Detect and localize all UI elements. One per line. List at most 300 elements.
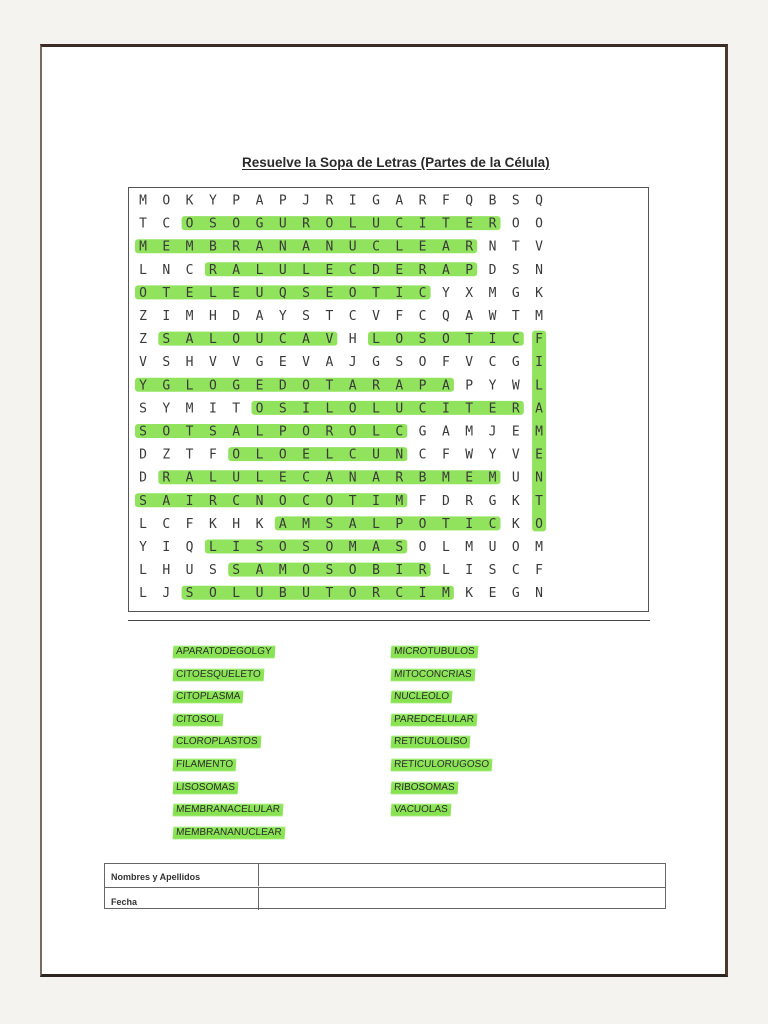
grid-cell[interactable]: T <box>139 216 147 232</box>
grid-cell[interactable]: K <box>208 516 217 532</box>
grid-cell[interactable]: F <box>418 493 427 509</box>
grid-cell[interactable]: N <box>348 470 357 486</box>
grid-cell[interactable]: I <box>465 516 474 532</box>
grid-cell[interactable]: G <box>372 355 380 371</box>
grid-cell[interactable]: O <box>278 447 287 463</box>
grid-cell[interactable]: G <box>511 586 520 602</box>
grid-cell[interactable]: U <box>278 216 287 232</box>
grid-cell[interactable]: M <box>465 424 474 440</box>
grid-cell[interactable]: C <box>395 216 404 232</box>
grid-cell[interactable]: N <box>278 239 287 255</box>
grid-cell[interactable]: L <box>372 401 380 417</box>
grid-cell[interactable]: L <box>535 378 544 394</box>
grid-cell[interactable]: L <box>395 239 404 255</box>
grid-cell[interactable]: S <box>185 586 194 602</box>
grid-cell[interactable]: A <box>325 355 334 371</box>
grid-cell[interactable]: Y <box>488 378 497 394</box>
grid-cell[interactable]: A <box>232 424 241 440</box>
grid-cell[interactable]: T <box>535 493 544 509</box>
grid-cell[interactable]: S <box>511 193 520 209</box>
grid-cell[interactable]: F <box>208 447 217 463</box>
grid-cell[interactable]: Y <box>488 447 497 463</box>
grid-cell[interactable]: D <box>441 493 450 509</box>
grid-cell[interactable]: C <box>162 216 171 232</box>
grid-cell[interactable]: L <box>302 262 311 278</box>
grid-cell[interactable]: Q <box>185 540 194 555</box>
grid-cell[interactable]: V <box>511 447 520 463</box>
grid-cell[interactable]: A <box>255 309 264 324</box>
grid-cell[interactable]: C <box>185 262 194 278</box>
grid-cell[interactable]: U <box>302 586 311 602</box>
grid-cell[interactable]: F <box>441 193 450 209</box>
grid-cell[interactable]: R <box>325 193 334 209</box>
grid-cell[interactable]: T <box>348 493 357 509</box>
grid-cell[interactable]: S <box>418 332 427 348</box>
grid-cell[interactable]: N <box>488 239 497 255</box>
grid-cell[interactable]: S <box>139 424 147 440</box>
grid-cell[interactable]: L <box>441 563 450 579</box>
grid-cell[interactable]: E <box>395 262 404 278</box>
grid-cell[interactable]: O <box>255 401 264 417</box>
grid-cell[interactable]: O <box>302 424 311 440</box>
grid-cell[interactable]: A <box>185 470 194 486</box>
grid-cell[interactable]: N <box>325 239 334 255</box>
grid-cell[interactable]: R <box>511 401 520 417</box>
grid-cell[interactable]: P <box>278 424 287 440</box>
grid-cell[interactable]: U <box>372 216 380 232</box>
grid-cell[interactable]: V <box>208 355 217 371</box>
grid-cell[interactable]: E <box>465 216 474 232</box>
grid-cell[interactable]: E <box>488 401 497 417</box>
grid-cell[interactable]: M <box>185 309 194 324</box>
grid-cell[interactable]: R <box>418 262 427 278</box>
grid-cell[interactable]: S <box>511 262 520 278</box>
grid-cell[interactable]: O <box>418 355 427 371</box>
grid-cell[interactable]: Y <box>208 193 217 209</box>
grid-cell[interactable]: A <box>302 239 311 255</box>
grid-cell[interactable]: A <box>278 516 287 532</box>
grid-cell[interactable]: M <box>441 470 450 486</box>
grid-cell[interactable]: N <box>535 470 544 486</box>
grid-cell[interactable]: I <box>441 401 450 417</box>
grid-cell[interactable]: M <box>302 516 311 532</box>
grid-cell[interactable]: I <box>372 493 380 509</box>
grid-cell[interactable]: T <box>185 424 194 440</box>
grid-cell[interactable]: Z <box>139 332 147 348</box>
grid-cell[interactable]: E <box>418 239 427 255</box>
grid-cell[interactable]: J <box>488 424 497 440</box>
grid-cell[interactable]: U <box>372 447 380 463</box>
grid-cell[interactable]: T <box>232 401 241 417</box>
grid-cell[interactable]: T <box>465 332 474 348</box>
grid-cell[interactable]: E <box>278 355 287 371</box>
grid-cell[interactable]: O <box>325 216 334 232</box>
grid-cell[interactable]: S <box>208 424 217 440</box>
grid-cell[interactable]: U <box>348 239 357 255</box>
grid-cell[interactable]: O <box>185 216 194 232</box>
grid-cell[interactable]: R <box>418 193 427 209</box>
grid-cell[interactable]: F <box>395 309 404 324</box>
grid-cell[interactable]: I <box>395 563 404 579</box>
grid-cell[interactable]: U <box>255 586 264 602</box>
grid-cell[interactable]: K <box>511 516 520 532</box>
grid-cell[interactable]: M <box>488 470 497 486</box>
grid-cell[interactable]: R <box>208 262 217 278</box>
grid-cell[interactable]: C <box>348 447 357 463</box>
grid-cell[interactable]: L <box>372 332 380 348</box>
grid-cell[interactable]: C <box>162 516 171 532</box>
grid-cell[interactable]: C <box>395 424 404 440</box>
grid-cell[interactable]: A <box>372 540 380 555</box>
grid-cell[interactable]: M <box>488 285 497 301</box>
grid-cell[interactable]: D <box>139 447 147 463</box>
grid-cell[interactable]: O <box>348 424 357 440</box>
grid-cell[interactable]: D <box>488 262 497 278</box>
grid-cell[interactable]: E <box>511 424 520 440</box>
grid-cell[interactable]: F <box>441 447 450 463</box>
grid-cell[interactable]: T <box>325 378 334 394</box>
grid-cell[interactable]: W <box>488 309 497 324</box>
grid-cell[interactable]: H <box>232 516 241 532</box>
grid-cell[interactable]: I <box>232 540 241 555</box>
grid-cell[interactable]: O <box>348 586 357 602</box>
grid-cell[interactable]: F <box>535 332 544 348</box>
grid-cell[interactable]: I <box>395 285 404 301</box>
grid-cell[interactable]: O <box>232 447 241 463</box>
grid-cell[interactable]: S <box>232 563 241 579</box>
grid-cell[interactable]: S <box>162 355 171 371</box>
grid-cell[interactable]: C <box>418 285 427 301</box>
grid-cell[interactable]: W <box>465 447 474 463</box>
grid-cell[interactable]: B <box>488 193 497 209</box>
grid-cell[interactable]: E <box>255 378 264 394</box>
grid-cell[interactable]: O <box>208 378 217 394</box>
grid-cell[interactable]: I <box>418 586 427 602</box>
grid-cell[interactable]: S <box>325 563 334 579</box>
grid-cell[interactable]: S <box>208 563 217 579</box>
grid-cell[interactable]: A <box>465 309 474 324</box>
grid-cell[interactable]: E <box>302 447 311 463</box>
grid-cell[interactable]: I <box>185 493 194 509</box>
grid-cell[interactable]: A <box>372 470 380 486</box>
grid-cell[interactable]: R <box>488 216 497 232</box>
grid-cell[interactable]: C <box>302 493 311 509</box>
grid-cell[interactable]: N <box>535 262 544 278</box>
grid-cell[interactable]: A <box>325 470 334 486</box>
grid-cell[interactable]: Y <box>139 540 147 555</box>
grid-cell[interactable]: L <box>255 424 264 440</box>
grid-cell[interactable]: C <box>418 309 427 324</box>
grid-cell[interactable]: O <box>511 540 520 555</box>
grid-cell[interactable]: A <box>441 239 450 255</box>
grid-cell[interactable]: R <box>395 470 404 486</box>
grid-cell[interactable]: Z <box>139 309 147 324</box>
grid-cell[interactable]: I <box>418 216 427 232</box>
grid-cell[interactable]: T <box>441 216 450 232</box>
grid-cell[interactable]: F <box>535 563 544 579</box>
grid-cell[interactable]: A <box>441 378 450 394</box>
grid-cell[interactable]: O <box>162 424 171 440</box>
grid-cell[interactable]: O <box>162 193 171 209</box>
grid-cell[interactable]: U <box>255 285 264 301</box>
grid-cell[interactable]: K <box>465 586 474 602</box>
grid-cell[interactable]: U <box>488 540 497 555</box>
grid-cell[interactable]: E <box>185 285 194 301</box>
grid-cell[interactable]: T <box>511 239 520 255</box>
grid-cell[interactable]: L <box>232 586 241 602</box>
grid-cell[interactable]: L <box>441 540 450 555</box>
grid-cell[interactable]: A <box>255 563 264 579</box>
grid-cell[interactable]: R <box>372 586 380 602</box>
grid-cell[interactable]: D <box>372 262 380 278</box>
grid-cell[interactable]: A <box>441 424 450 440</box>
grid-cell[interactable]: M <box>465 540 474 555</box>
grid-cell[interactable]: O <box>302 563 311 579</box>
grid-cell[interactable]: T <box>162 285 171 301</box>
grid-cell[interactable]: O <box>511 216 520 232</box>
grid-cell[interactable]: A <box>441 262 450 278</box>
grid-cell[interactable]: R <box>302 216 311 232</box>
grid-cell[interactable]: O <box>348 563 357 579</box>
grid-cell[interactable]: S <box>395 540 404 555</box>
grid-cell[interactable]: R <box>465 239 474 255</box>
grid-cell[interactable]: C <box>395 586 404 602</box>
grid-cell[interactable]: O <box>325 493 334 509</box>
grid-cell[interactable]: C <box>488 516 497 532</box>
grid-cell[interactable]: C <box>488 355 497 371</box>
grid-cell[interactable]: O <box>208 586 217 602</box>
grid-cell[interactable]: E <box>325 285 334 301</box>
grid-cell[interactable]: C <box>418 447 427 463</box>
grid-cell[interactable]: S <box>488 563 497 579</box>
grid-cell[interactable]: A <box>395 378 404 394</box>
grid-cell[interactable]: I <box>465 563 474 579</box>
grid-cell[interactable]: A <box>535 401 544 417</box>
grid-cell[interactable]: U <box>255 332 264 348</box>
grid-cell[interactable]: U <box>511 470 520 486</box>
grid-cell[interactable]: N <box>162 262 171 278</box>
grid-cell[interactable]: P <box>232 193 241 209</box>
grid-cell[interactable]: J <box>348 355 357 371</box>
grid-cell[interactable]: S <box>162 332 171 348</box>
grid-cell[interactable]: N <box>395 447 404 463</box>
grid-cell[interactable]: L <box>139 262 147 278</box>
grid-cell[interactable]: C <box>348 262 357 278</box>
grid-cell[interactable]: A <box>255 193 264 209</box>
grid-cell[interactable]: L <box>325 447 334 463</box>
grid-cell[interactable]: S <box>302 309 311 324</box>
grid-cell[interactable]: T <box>185 447 194 463</box>
grid-cell[interactable]: M <box>535 424 544 440</box>
grid-cell[interactable]: N <box>255 493 264 509</box>
grid-cell[interactable]: Y <box>278 309 287 324</box>
grid-cell[interactable]: S <box>395 355 404 371</box>
grid-cell[interactable]: L <box>372 516 380 532</box>
grid-cell[interactable]: K <box>255 516 264 532</box>
grid-cell[interactable]: V <box>325 332 334 348</box>
grid-cell[interactable]: P <box>465 262 474 278</box>
grid-cell[interactable]: H <box>208 309 217 324</box>
grid-cell[interactable]: L <box>325 401 334 417</box>
grid-cell[interactable]: P <box>278 193 287 209</box>
grid-cell[interactable]: M <box>348 540 357 555</box>
grid-cell[interactable]: S <box>325 516 334 532</box>
grid-cell[interactable]: U <box>278 262 287 278</box>
grid-cell[interactable]: T <box>372 285 380 301</box>
grid-cell[interactable]: L <box>348 216 357 232</box>
grid-cell[interactable]: K <box>535 285 544 301</box>
grid-cell[interactable]: I <box>488 332 497 348</box>
grid-cell[interactable]: E <box>488 586 497 602</box>
grid-cell[interactable]: M <box>278 563 287 579</box>
grid-cell[interactable]: O <box>395 332 404 348</box>
grid-cell[interactable]: T <box>511 309 520 324</box>
grid-cell[interactable]: B <box>208 239 217 255</box>
grid-cell[interactable]: T <box>325 586 334 602</box>
grid-cell[interactable]: S <box>302 285 311 301</box>
grid-cell[interactable]: M <box>139 239 147 255</box>
grid-cell[interactable]: Q <box>535 193 544 209</box>
grid-cell[interactable]: O <box>348 285 357 301</box>
grid-cell[interactable]: L <box>139 563 147 579</box>
grid-cell[interactable]: E <box>325 262 334 278</box>
grid-cell[interactable]: G <box>255 355 264 371</box>
grid-cell[interactable]: I <box>348 193 357 209</box>
grid-cell[interactable]: O <box>535 516 544 532</box>
grid-cell[interactable]: L <box>208 540 217 555</box>
grid-cell[interactable]: T <box>441 516 450 532</box>
grid-cell[interactable]: F <box>441 355 450 371</box>
grid-cell[interactable]: H <box>162 563 171 579</box>
grid-cell[interactable]: M <box>441 586 450 602</box>
grid-cell[interactable]: C <box>511 332 520 348</box>
grid-cell[interactable]: A <box>348 378 357 394</box>
grid-cell[interactable]: Y <box>162 401 171 417</box>
grid-cell[interactable]: C <box>511 563 520 579</box>
grid-cell[interactable]: S <box>139 493 147 509</box>
grid-cell[interactable]: R <box>465 493 474 509</box>
grid-cell[interactable]: B <box>418 470 427 486</box>
grid-cell[interactable]: A <box>162 493 171 509</box>
grid-cell[interactable]: L <box>255 262 264 278</box>
grid-cell[interactable]: Y <box>441 285 450 301</box>
grid-cell[interactable]: U <box>185 563 194 579</box>
grid-cell[interactable]: I <box>208 401 217 417</box>
grid-cell[interactable]: O <box>441 332 450 348</box>
grid-cell[interactable]: S <box>302 540 311 555</box>
grid-cell[interactable]: G <box>511 285 520 301</box>
grid-cell[interactable]: U <box>232 470 241 486</box>
grid-cell[interactable]: E <box>278 470 287 486</box>
grid-cell[interactable]: Q <box>465 193 474 209</box>
grid-cell[interactable]: A <box>302 332 311 348</box>
grid-cell[interactable]: V <box>372 309 380 324</box>
grid-cell[interactable]: S <box>278 401 287 417</box>
grid-cell[interactable]: L <box>255 470 264 486</box>
grid-cell[interactable]: Q <box>441 309 450 324</box>
grid-cell[interactable]: S <box>139 401 147 417</box>
grid-cell[interactable]: I <box>162 309 171 324</box>
grid-cell[interactable]: S <box>208 216 217 232</box>
grid-cell[interactable]: G <box>511 355 520 371</box>
grid-cell[interactable]: L <box>255 447 264 463</box>
grid-cell[interactable]: O <box>325 540 334 555</box>
grid-cell[interactable]: S <box>255 540 264 555</box>
grid-cell[interactable]: A <box>185 332 194 348</box>
grid-cell[interactable]: O <box>302 378 311 394</box>
grid-cell[interactable]: C <box>278 332 287 348</box>
grid-cell[interactable]: K <box>511 493 520 509</box>
grid-cell[interactable]: O <box>232 332 241 348</box>
grid-cell[interactable]: P <box>465 378 474 394</box>
grid-cell[interactable]: L <box>208 332 217 348</box>
grid-cell[interactable]: L <box>372 424 380 440</box>
grid-cell[interactable]: M <box>535 309 544 324</box>
grid-cell[interactable]: E <box>162 239 171 255</box>
grid-cell[interactable]: O <box>278 540 287 555</box>
grid-cell[interactable]: O <box>232 216 241 232</box>
grid-cell[interactable]: M <box>535 540 544 555</box>
grid-cell[interactable]: O <box>418 516 427 532</box>
grid-cell[interactable]: V <box>139 355 147 371</box>
grid-cell[interactable]: B <box>372 563 380 579</box>
grid-cell[interactable]: R <box>418 563 427 579</box>
grid-cell[interactable]: G <box>488 493 497 509</box>
grid-cell[interactable]: D <box>232 309 241 324</box>
grid-cell[interactable]: L <box>139 516 147 532</box>
grid-cell[interactable]: H <box>348 332 357 348</box>
grid-cell[interactable]: L <box>208 470 217 486</box>
grid-cell[interactable]: J <box>302 193 311 209</box>
grid-cell[interactable]: U <box>395 401 404 417</box>
grid-cell[interactable]: I <box>302 401 311 417</box>
grid-cell[interactable]: I <box>162 540 171 555</box>
grid-cell[interactable]: A <box>348 516 357 532</box>
grid-cell[interactable]: R <box>232 239 241 255</box>
grid-cell[interactable]: G <box>162 378 171 394</box>
grid-cell[interactable]: P <box>395 516 404 532</box>
grid-cell[interactable]: G <box>372 193 380 209</box>
grid-cell[interactable]: I <box>535 355 544 371</box>
grid-cell[interactable]: C <box>418 401 427 417</box>
grid-cell[interactable]: D <box>278 378 287 394</box>
grid-cell[interactable]: W <box>511 378 520 394</box>
grid-cell[interactable]: V <box>465 355 474 371</box>
grid-cell[interactable]: C <box>232 493 241 509</box>
grid-cell[interactable]: L <box>139 586 147 602</box>
grid-cell[interactable]: E <box>232 285 241 301</box>
grid-cell[interactable]: L <box>208 285 217 301</box>
grid-cell[interactable]: X <box>465 285 474 301</box>
grid-cell[interactable]: M <box>139 193 147 209</box>
grid-cell[interactable]: R <box>162 470 171 486</box>
grid-cell[interactable]: M <box>185 239 194 255</box>
grid-cell[interactable]: M <box>185 401 194 417</box>
grid-cell[interactable]: O <box>139 285 147 301</box>
grid-cell[interactable]: F <box>185 516 194 532</box>
grid-cell[interactable]: Z <box>162 447 171 463</box>
grid-cell[interactable]: Y <box>139 378 147 394</box>
grid-cell[interactable]: A <box>232 262 241 278</box>
grid-cell[interactable]: T <box>325 309 334 324</box>
grid-cell[interactable]: C <box>348 309 357 324</box>
grid-cell[interactable]: M <box>395 493 404 509</box>
grid-cell[interactable]: Q <box>278 285 287 301</box>
grid-cell[interactable]: R <box>325 424 334 440</box>
grid-cell[interactable]: K <box>185 193 194 209</box>
grid-cell[interactable]: A <box>255 239 264 255</box>
grid-cell[interactable]: R <box>208 493 217 509</box>
